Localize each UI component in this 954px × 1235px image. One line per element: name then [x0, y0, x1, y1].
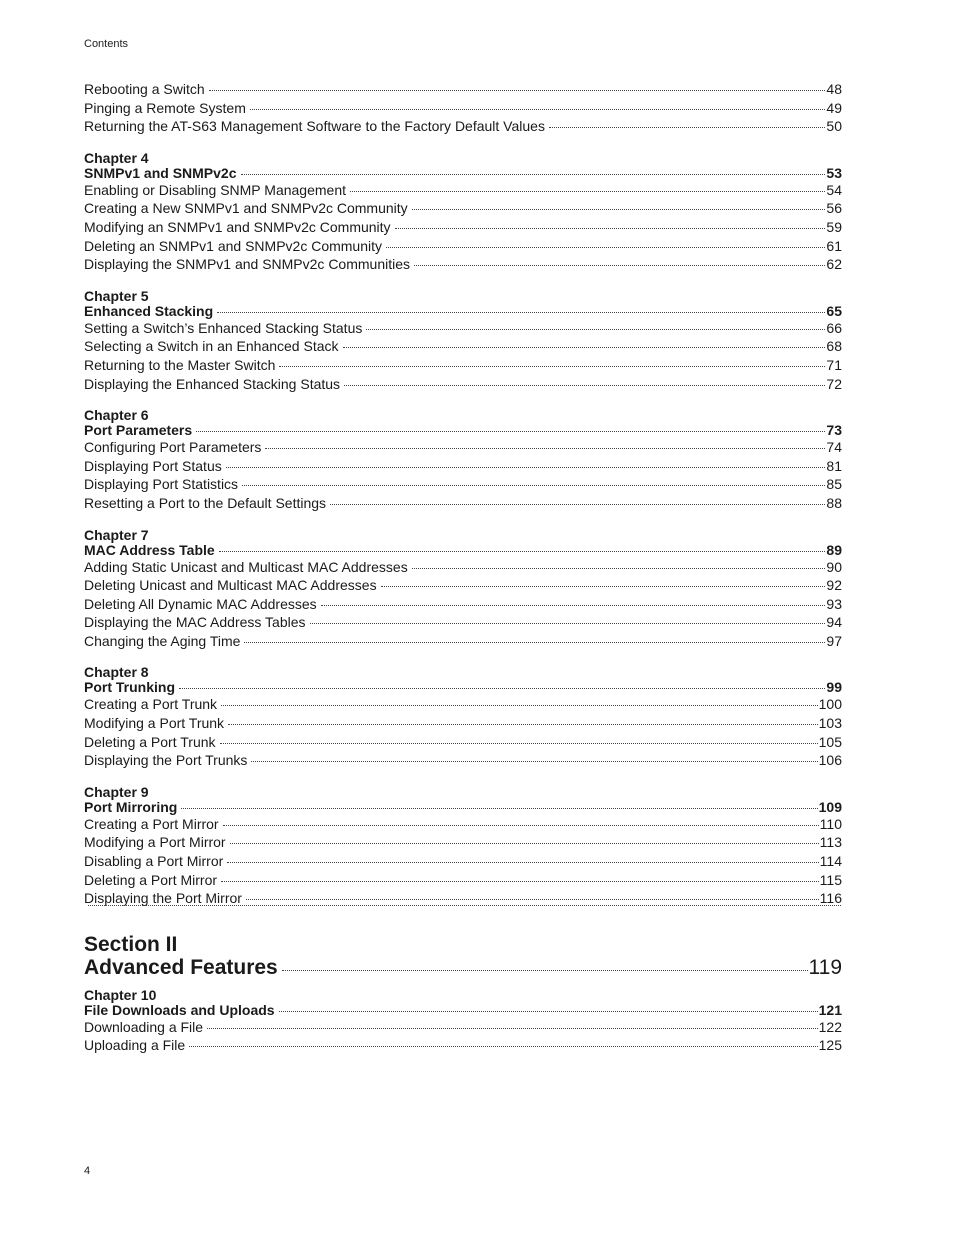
toc-entry[interactable]: [84, 751, 842, 770]
dot-leader: [221, 881, 819, 882]
toc-entry[interactable]: [84, 319, 842, 338]
toc-entry-title: Modifying a Port Trunk: [84, 715, 225, 732]
toc-entry-page: 93: [826, 595, 842, 612]
dot-leader: [189, 1046, 817, 1047]
toc-entry[interactable]: [84, 852, 842, 871]
toc-entry-title: Displaying the MAC Address Tables: [84, 614, 306, 631]
chapter-block-9: [84, 785, 842, 909]
toc-entry[interactable]: [84, 117, 842, 136]
toc-entry[interactable]: [84, 457, 842, 476]
toc-entry-title: Displaying the Port Mirror: [84, 890, 242, 907]
chapter-label: Chapter 9: [84, 783, 149, 800]
chapter-title: SNMPv1 and SNMPv2c: [84, 164, 237, 181]
chapter-title: Port Mirroring: [84, 798, 178, 815]
section-page: 119: [808, 955, 842, 979]
toc-entry[interactable]: [84, 576, 842, 595]
toc-entry[interactable]: [84, 595, 842, 614]
toc-entry-title: Pinging a Remote System: [84, 99, 246, 116]
dot-leader: [344, 385, 825, 386]
toc-entry-page: 71: [826, 356, 842, 373]
dot-leader: [181, 808, 817, 809]
toc-entry-title: Uploading a File: [84, 1037, 186, 1054]
toc-entry-title: Deleting All Dynamic MAC Addresses: [84, 595, 317, 612]
toc-entry-page: 48: [826, 81, 842, 97]
toc-entry-title: Configuring Port Parameters: [84, 439, 262, 456]
dot-leader: [343, 347, 826, 348]
dot-leader: [265, 448, 825, 449]
chapter-label: Chapter 5: [84, 287, 149, 304]
toc-entry[interactable]: [84, 80, 842, 99]
page-number: 4: [84, 1165, 91, 1177]
chapter-page: 89: [826, 541, 842, 558]
toc-entry[interactable]: [84, 494, 842, 513]
toc-entry[interactable]: [84, 733, 842, 752]
toc-entry-title: Adding Static Unicast and Multicast MAC Addresses: [84, 558, 408, 575]
dot-leader: [381, 586, 826, 587]
toc-entry[interactable]: [84, 356, 842, 375]
toc-entry-page: 100: [818, 696, 842, 713]
toc-entry[interactable]: [84, 181, 842, 200]
dot-leader: [250, 109, 826, 110]
chapter-title-entry[interactable]: [84, 680, 842, 695]
chapter-block-5: [84, 289, 842, 393]
toc-entry-page: 103: [818, 715, 842, 732]
dot-leader: [282, 970, 808, 971]
section-label: Section II: [84, 932, 178, 956]
chapter-label: Chapter 10: [84, 986, 157, 1003]
toc-entry-page: 85: [826, 476, 842, 493]
toc-entry-page: 125: [818, 1037, 842, 1054]
toc-entry-page: 74: [826, 439, 842, 456]
toc-entry[interactable]: [84, 375, 842, 394]
chapter-label: Chapter 7: [84, 526, 149, 543]
toc-entry-page: 59: [826, 218, 842, 235]
toc-entry-title: Modifying a Port Mirror: [84, 834, 226, 851]
chapter-label: Chapter 4: [84, 149, 149, 166]
dot-leader: [241, 174, 826, 175]
toc-entry-page: 56: [826, 200, 842, 217]
toc-entry[interactable]: [84, 218, 842, 237]
dot-leader: [230, 843, 819, 844]
dot-leader: [414, 265, 825, 266]
toc-entry-page: 81: [826, 457, 842, 474]
dot-leader: [223, 825, 819, 826]
toc-entry-page: 66: [826, 319, 842, 336]
chapter-label: Chapter 6: [84, 407, 149, 424]
dot-leader: [330, 504, 825, 505]
toc-entry-title: Disabling a Port Mirror: [84, 853, 224, 870]
toc-entry-title: Displaying the SNMPv1 and SNMPv2c Communities: [84, 256, 411, 273]
dot-leader: [242, 485, 825, 486]
toc-entry-page: 106: [818, 752, 842, 769]
chapter-title-entry[interactable]: [84, 800, 842, 815]
toc-entry[interactable]: [84, 815, 842, 834]
toc-entry-page: 115: [819, 871, 842, 888]
toc-entry[interactable]: [84, 613, 842, 632]
chapter-title: MAC Address Table: [84, 541, 215, 558]
toc-entry-page: 88: [826, 494, 842, 511]
dot-leader: [366, 329, 825, 330]
toc-entry-title: Displaying the Port Trunks: [84, 752, 248, 769]
chapter-title-entry[interactable]: [84, 304, 842, 319]
toc-entry-title: Displaying the Enhanced Stacking Status: [84, 375, 341, 392]
chapter-page: 53: [826, 164, 842, 181]
toc-entry[interactable]: [84, 833, 842, 852]
toc-entry-page: 116: [819, 890, 842, 907]
toc-entry-title: Displaying Port Status: [84, 457, 222, 474]
dot-leader: [395, 228, 826, 229]
toc-entry-page: 105: [818, 733, 842, 750]
toc-entry-title: Deleting Unicast and Multicast MAC Addresses: [84, 577, 377, 594]
dot-leader: [310, 623, 826, 624]
toc-entry[interactable]: [84, 1018, 842, 1037]
toc-entry-title: Deleting a Port Mirror: [84, 871, 218, 888]
chapter-title-entry[interactable]: [84, 166, 842, 181]
section-title-entry[interactable]: [84, 956, 842, 980]
toc-entry-page: 122: [818, 1018, 842, 1035]
dot-leader: [350, 191, 825, 192]
toc-entry-title: Changing the Aging Time: [84, 632, 241, 649]
dot-leader: [412, 209, 826, 210]
section-title: Advanced Features: [84, 955, 278, 979]
toc-entry-page: 113: [819, 834, 842, 851]
toc-entry[interactable]: [84, 255, 842, 274]
toc-entry[interactable]: [84, 438, 842, 457]
toc-entry-title: Setting a Switch’s Enhanced Stacking Status: [84, 319, 363, 336]
toc-entry-title: Creating a Port Mirror: [84, 815, 219, 832]
dot-leader: [227, 862, 818, 863]
toc-entry-title: Creating a Port Trunk: [84, 696, 218, 713]
chapter-title: File Downloads and Uploads: [84, 1001, 275, 1018]
dot-leader: [279, 1011, 818, 1012]
dot-leader: [386, 247, 825, 248]
chapter-block-6: [84, 408, 842, 512]
toc-entry-title: Deleting an SNMPv1 and SNMPv2c Community: [84, 237, 383, 254]
dot-leader: [251, 761, 817, 762]
toc-entry-page: 97: [826, 632, 842, 649]
dot-leader: [196, 431, 825, 432]
dot-leader: [179, 688, 825, 689]
chapter-page: 73: [826, 422, 842, 439]
dot-leader: [221, 705, 818, 706]
section-block: [84, 933, 842, 980]
toc-entry-page: 94: [826, 614, 842, 631]
dot-leader: [88, 905, 841, 906]
dot-leader: [228, 724, 818, 725]
dot-leader: [209, 90, 826, 91]
dot-leader: [412, 568, 826, 569]
toc-entry-title: Selecting a Switch in an Enhanced Stack: [84, 338, 339, 355]
toc-entry-page: 92: [826, 577, 842, 594]
toc-entry[interactable]: [84, 237, 842, 256]
toc-entry-title: Downloading a File: [84, 1018, 204, 1035]
toc-entry-page: 49: [826, 99, 842, 116]
chapter-page: 121: [818, 1001, 842, 1018]
toc-entry-page: 114: [819, 853, 842, 870]
dot-leader: [207, 1028, 818, 1029]
toc-entry[interactable]: [84, 475, 842, 494]
chapter-label: Chapter 8: [84, 664, 149, 681]
chapter-title-entry[interactable]: [84, 543, 842, 558]
toc-entry-title: Enabling or Disabling SNMP Management: [84, 181, 346, 198]
dot-leader: [246, 899, 819, 900]
toc-entry-title: Rebooting a Switch: [84, 81, 205, 97]
chapter-title-entry[interactable]: [84, 1003, 842, 1018]
dot-leader: [321, 605, 826, 606]
chapter-page: 109: [818, 798, 842, 815]
toc-entry-title: Returning the AT-S63 Management Software to the Factory Default Values: [84, 118, 545, 135]
toc-entry[interactable]: [84, 714, 842, 733]
toc-entry-title: Deleting a Port Trunk: [84, 733, 216, 750]
toc-entry-page: 50: [826, 118, 842, 135]
chapter-block-8: [84, 665, 842, 769]
toc-entry[interactable]: [84, 558, 842, 577]
table-of-contents: [84, 80, 842, 1070]
toc-entry-page: 68: [826, 338, 842, 355]
toc-entry-page: 62: [826, 256, 842, 273]
toc-entry-title: Creating a New SNMPv1 and SNMPv2c Community: [84, 200, 408, 217]
toc-entry[interactable]: [84, 337, 842, 356]
toc-entry[interactable]: [84, 99, 842, 118]
toc-entry-title: Returning to the Master Switch: [84, 356, 276, 373]
toc-entry-title: Resetting a Port to the Default Settings: [84, 494, 327, 511]
toc-entry[interactable]: [84, 695, 842, 714]
toc-intro-block: [84, 80, 842, 136]
dot-leader: [220, 743, 818, 744]
dot-leader: [219, 551, 826, 552]
running-header: Contents: [84, 38, 129, 50]
toc-entry[interactable]: [84, 632, 842, 651]
dot-leader: [217, 312, 825, 313]
toc-entry-title: Modifying an SNMPv1 and SNMPv2c Community: [84, 218, 391, 235]
chapter-title-entry[interactable]: [84, 423, 842, 438]
chapter-page: 99: [826, 679, 842, 696]
toc-entry-page: 72: [826, 375, 842, 392]
toc-entry-page: 110: [819, 815, 842, 832]
chapter-page: 65: [826, 302, 842, 319]
toc-entry-title: Displaying Port Statistics: [84, 476, 239, 493]
chapter-title: Port Parameters: [84, 422, 193, 439]
chapter-block-4: [84, 151, 842, 274]
toc-entry[interactable]: [84, 1036, 842, 1055]
toc-entry-page: 90: [826, 558, 842, 575]
dot-leader: [244, 642, 825, 643]
chapter-title: Enhanced Stacking: [84, 302, 214, 319]
dot-leader: [549, 127, 825, 128]
dot-leader: [226, 467, 826, 468]
chapter-block-10: [84, 988, 842, 1055]
dot-leader: [279, 366, 825, 367]
toc-entry-page: 54: [826, 181, 842, 198]
toc-entry[interactable]: [84, 871, 842, 890]
chapter-title: Port Trunking: [84, 679, 175, 696]
chapter-block-7: [84, 528, 842, 651]
toc-entry-page: 61: [826, 237, 842, 254]
toc-entry[interactable]: [84, 908, 842, 909]
toc-entry[interactable]: [84, 199, 842, 218]
